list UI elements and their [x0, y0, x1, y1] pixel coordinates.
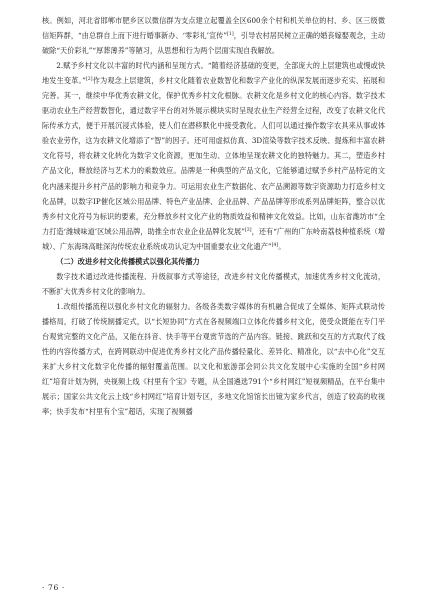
paragraph-text: ，引导农村居民树立正确的婚丧嫁娶观念，主动破除“天价彩礼”“厚葬薄养”等陋习，从思想和行为两个层面实现自我解放。 [42, 31, 385, 56]
paragraph-text: 作为观念上层建筑，乡村文化随着农业数智化和数字产业化的纵深发展而逐步充实、拓展和完善。其一，继续中华优秀农耕文化，保护优秀乡村文化根脉。农耕文化是乡村文化的核心内容。数字技术驱动农业生产经营数智化，通过数字平台的对外展示模块实时呈现农业生产经营全过程，改变了农耕文化代际传承方式，便于开展沉浸式体验，使人们在潜移默化中接受教化。人们可以通过操作数字农具来从事或体验农业劳作，这为农耕文化增添了“智”的因子。还可用虚拟仿真、3D渲染等数字技术反映、提炼和丰富农耕文化符号，将农耕文化转化为数字文化资源，更加生动、立体地呈现农耕文化的独特魅力。其二，塑造乡村产品文化，释放经济与艺术力的乘数效应。品牌是一种典型的产品文化，它能够通过赋予乡村产品特定的文化内涵来提升乡村产品的影响力和竞争力。可运用农业生产数据化、农产品溯源等数字资源助力打造乡村文化品牌，以数字IP催化区域公用品牌、特色产业品牌、企业品牌、产品品牌等形成系列品牌矩阵，整合以优秀乡村文化符号为标识的要素，充分释放乡村文化产业的物质效益和精神文化效益。比如，山东省潍坊市“全力打造‘潍城味道’区域公用品牌，助推全市农业企业品牌化发展” [42, 76, 385, 236]
page-number: · 76 · [42, 583, 65, 592]
paragraph-1 [42, 13, 385, 58]
paragraph-5: 1.改组传播流程以强化乡村文化的辐射力。各级各类数字媒体的有机融合促成了全媒体、矩阵式联动传播格局，打破了传统制播定式，以“长短协同”方式在各视频端口立体化传播乡村文化，使受众既能在专门平台观赏完整的文化产品，又能在抖音、快手等平台观赏节选的产品内容。链接、跳跃和交互的方式取代了线性的内容传播方式，在跨网联动中促进优秀乡村文化产品传播轻量化、差异化、精准化，以“去中心化”交互来扩大乡村文化数字化传播的辐射覆盖范围。以文化和旅游部会同公共文化发展中心实施的全国“乡村网红”培育计划为例，央视频上线《村里有个宝》专题，从全国遴选791个“乡村网红”短视频精品，在平台集中展示；国家公共文化云上线“乡村网红”培育计划专区，多地文化馆馆长出镜为家乡代言，创造了较高的收视率；快手发布“村里有个宝”超话，实现了视频播 [42, 301, 385, 417]
citation-marker: [1] [227, 32, 234, 38]
paragraph-text: ，还有“广州的广东岭南荔枝种植系统（增城）、广东海珠高畦深沟传统农业系统成功认定为中国重要农业文化遗产” [42, 226, 385, 251]
paragraph-4: 数字技术通过改进传播流程、升级叙事方式等途径，改进乡村文化传播模式，加速优秀乡村文化流动，不断扩大优秀乡村文化的影响力。 [42, 271, 385, 296]
paragraph-text: 。 [278, 241, 286, 251]
paragraph-text: 2.赋予乡村文化以丰富的时代内涵和呈现方式。“随着经济基础的变更，全部庞大的上层建筑也或慢或快地发生变革。” [42, 61, 385, 86]
section-heading: （二）改进乡村文化传播模式以强化其传播力 [56, 256, 200, 266]
citation-marker: [2] [85, 77, 93, 83]
paragraph-2 [42, 58, 385, 254]
citation-marker: [4] [271, 242, 279, 248]
paragraph-text: 核。例如，河北省邯郸市肥乡区以微信群为支点建立起覆盖全区600余个村和机关单位的村、乡、区三级微信矩阵群，“由总群自上而下进行婚事新办、‘零彩礼’宣传” [42, 16, 385, 41]
citation-marker: [3] [244, 227, 252, 233]
